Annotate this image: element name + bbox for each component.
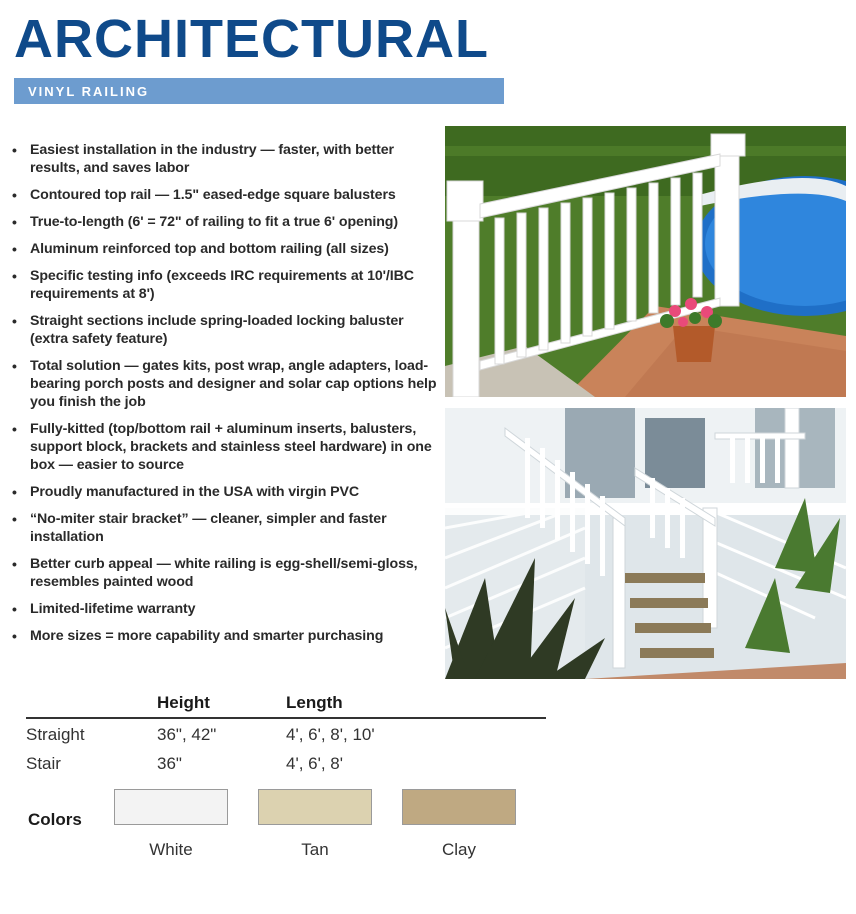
swatch-tan xyxy=(258,789,372,825)
section-band: VINYL RAILING xyxy=(14,78,504,104)
straight-height: 36", 42" xyxy=(157,725,217,744)
list-item: • Proudly manufactured in the USA with virgin PVC xyxy=(12,483,437,501)
railing-pool-photo xyxy=(445,126,846,397)
stair-height: 36" xyxy=(157,754,182,773)
straight-length: 4', 6', 8', 10' xyxy=(286,725,375,744)
feature-list xyxy=(12,141,437,654)
list-item: • More sizes = more capability and smarter purchasing xyxy=(12,627,437,645)
list-item: • Straight sections include spring-loaded locking baluster (extra safety feature) xyxy=(12,312,437,348)
page-title: ARCHITECTURAL xyxy=(14,9,489,69)
list-item: • Better curb appeal — white railing is egg-shell/semi-gloss, resembles painted wood xyxy=(12,555,437,591)
stair-length: 4', 6', 8' xyxy=(286,754,343,773)
table-rule xyxy=(26,717,546,719)
swatch-label-white: White xyxy=(149,840,193,859)
height-header: Height xyxy=(157,693,210,712)
list-item: • Contoured top rail — 1.5" eased-edge square balusters xyxy=(12,186,437,204)
length-header: Length xyxy=(286,693,343,712)
list-item: • Specific testing info (exceeds IRC requirements at 10'/IBC requirements at 8') xyxy=(12,267,437,303)
stair-railing-photo xyxy=(445,408,846,679)
row-label-straight: Straight xyxy=(26,725,85,744)
list-item: • Limited-lifetime warranty xyxy=(12,600,437,618)
swatch-white xyxy=(114,789,228,825)
list-item: • “No-miter stair bracket” — cleaner, simpler and faster installation xyxy=(12,510,437,546)
list-item: • Easiest installation in the industry — faster, with better results, and saves labor xyxy=(12,141,437,177)
swatch-label-clay: Clay xyxy=(441,840,476,859)
colors-label: Colors xyxy=(28,810,82,829)
row-label-stair: Stair xyxy=(26,754,61,773)
list-item: • Fully-kitted (top/bottom rail + aluminum inserts, balusters, support block, brackets and stainless steel hardware) in one box — easier to source xyxy=(12,420,437,474)
swatch-label-tan: Tan xyxy=(301,840,329,859)
list-item: • Total solution — gates kits, post wrap, angle adapters, load-bearing porch posts and designer and solar cap options help you finish the job xyxy=(12,357,437,411)
list-item: • True-to-length (6' = 72" of railing to fit a true 6' opening) xyxy=(12,213,437,231)
list-item: • Aluminum reinforced top and bottom railing (all sizes) xyxy=(12,240,437,258)
swatch-clay xyxy=(402,789,516,825)
